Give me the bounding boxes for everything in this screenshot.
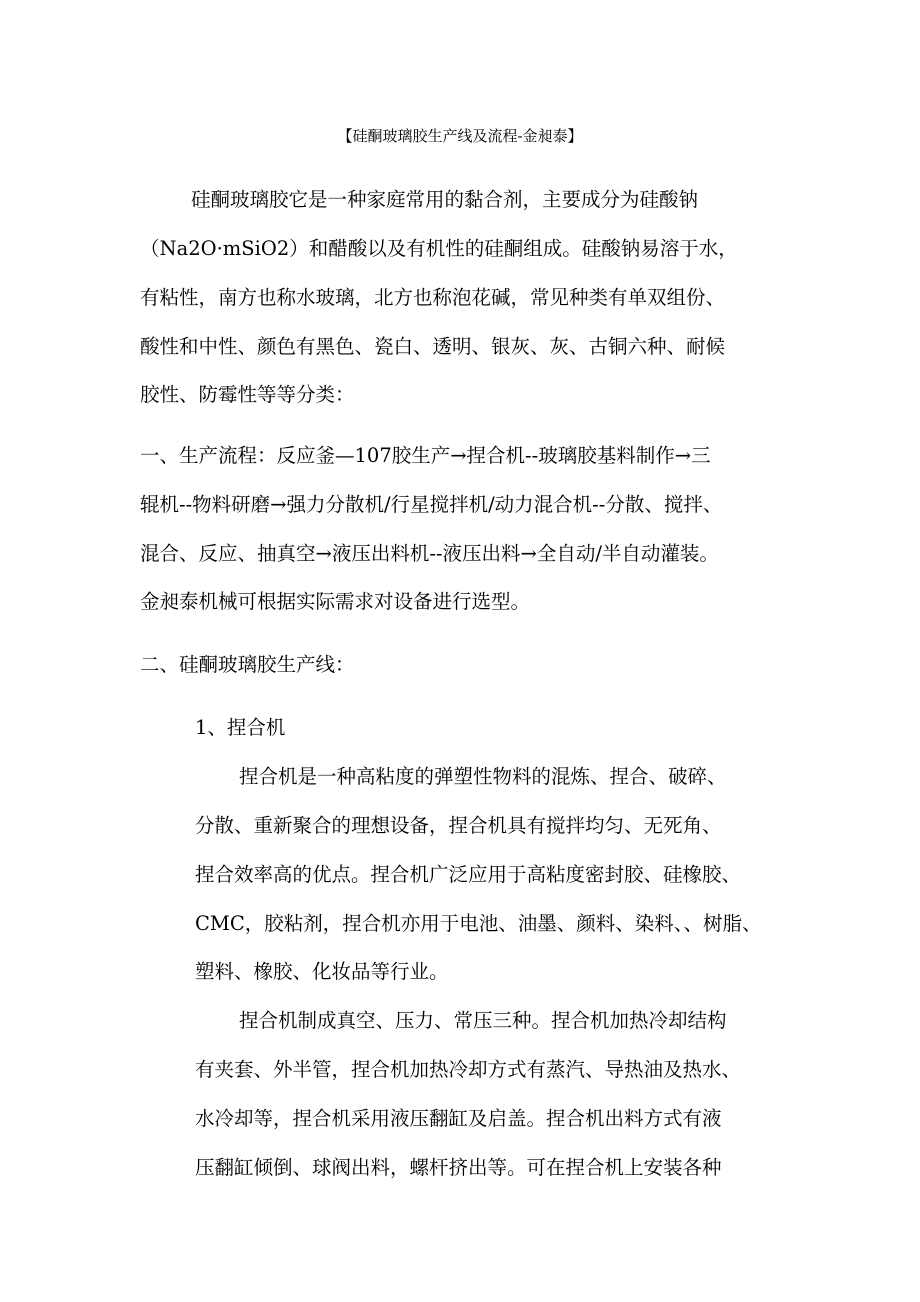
para1-line: 分散、重新聚合的理想设备，捏合机具有搅拌均匀、无死角、 [195, 814, 722, 837]
para1-line: CMC，胶粘剂，捏合机亦用于电池、油墨、颜料、染料、、树脂、 [195, 912, 762, 935]
section1-line: 混合、反应、抽真空→液压出料机--液压出料→全自动/半自动灌装。 [140, 542, 719, 565]
document-title: 【硅酮玻璃胶生产线及流程-金昶泰】 [337, 127, 583, 145]
para2-line: 捏合机制成真空、压力、常压三种。捏合机加热冷却结构 [239, 1009, 727, 1032]
intro-line: （Na2O·mSiO2）和醋酸以及有机性的硅酮组成。硅酸钠易溶于水， [140, 237, 738, 260]
para2-line: 有夹套、外半管，捏合机加热冷却方式有蒸汽、导热油及热水、 [195, 1058, 742, 1081]
para1-line: 捏合机是一种高粘度的弹塑性物料的混炼、捏合、破碎、 [239, 765, 727, 788]
intro-line: 硅酮玻璃胶它是一种家庭常用的黏合剂，主要成分为硅酸钠 [191, 188, 699, 211]
section2-heading: 二、硅酮玻璃胶生产线： [140, 653, 355, 676]
intro-line: 有粘性，南方也称水玻璃，北方也称泡花碱，常见种类有单双组份、 [140, 286, 726, 309]
para2-line: 水冷却等，捏合机采用液压翻缸及启盖。捏合机出料方式有液 [195, 1107, 722, 1130]
para2-line: 压翻缸倾倒、球阀出料，螺杆挤出等。可在捏合机上安装各种 [195, 1156, 722, 1179]
section1-line: 辊机--物料研磨→强力分散机/行星搅拌机/动力混合机--分散、搅拌、 [140, 493, 723, 516]
section1-line: 金昶泰机械可根据实际需求对设备进行选型。 [140, 590, 531, 613]
para1-line: 塑料、橡胶、化妆品等行业。 [195, 960, 449, 983]
intro-line: 胶性、防霉性等等分类： [140, 383, 355, 406]
subsection1-heading: 1、捏合机 [195, 716, 286, 739]
para1-line: 捏合效率高的优点。捏合机广泛应用于高粘度密封胶、硅橡胶、 [195, 863, 742, 886]
intro-line: 酸性和中性、颜色有黑色、瓷白、透明、银灰、灰、古铜六种、耐候 [140, 335, 726, 358]
section1-line: 一、生产流程：反应釜—107胶生产→捏合机--玻璃胶基料制作→三 [140, 444, 711, 467]
